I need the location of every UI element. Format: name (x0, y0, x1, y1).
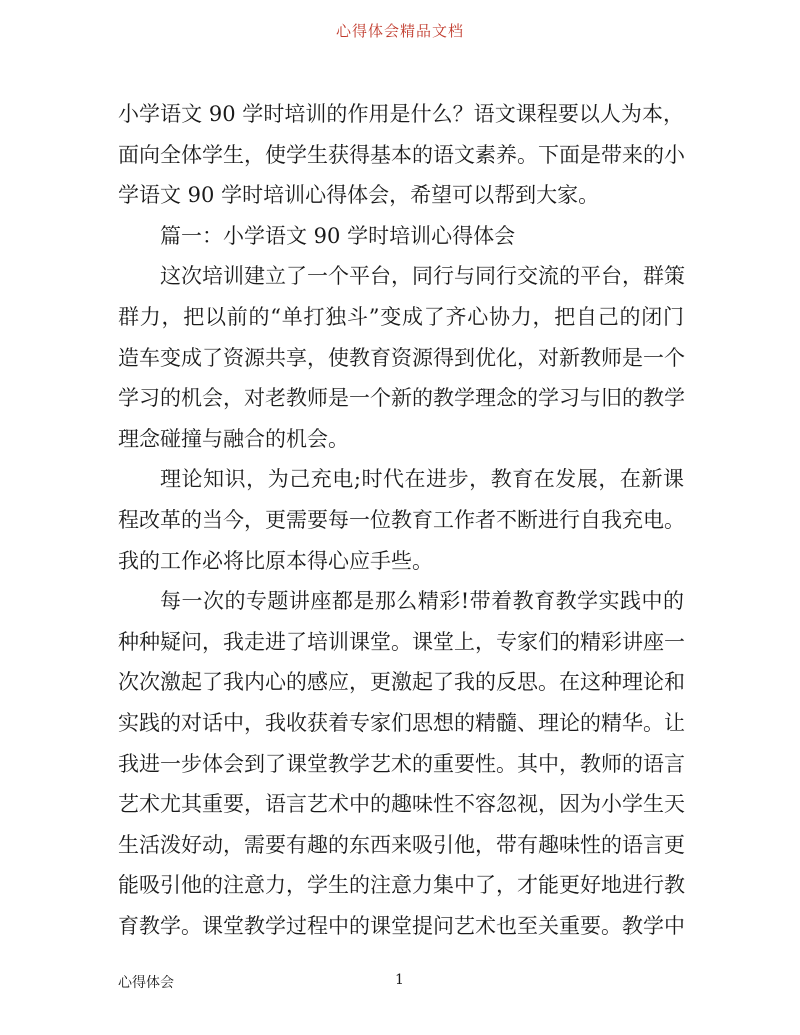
page-number: 1 (395, 972, 404, 988)
text-line: 生活泼好动，需要有趣的东西来吸引他，带有趣味性的语言更 (118, 832, 685, 857)
text-line: 这次培训建立了一个平台，同行与同行交流的平台，群策 (160, 264, 685, 289)
document-body (118, 94, 684, 946)
text-line: 小学语文 90 学时培训的作用是什么？语文课程要以人为本， (118, 102, 684, 126)
text-line: 我进一步体会到了课堂教学艺术的重要性。其中，教师的语言 (118, 751, 685, 776)
text-line: 面向全体学生，使学生获得基本的语文素养。下面是带来的小 (118, 142, 685, 167)
text-line: 程改革的当今，更需要每一位教育工作者不断进行自我充电。 (118, 507, 685, 532)
text-line: 理论知识，为己充电;时代在进步，教育在发展，在新课 (160, 467, 684, 492)
text-line: 艺术尤其重要，语言艺术中的趣味性不容忽视，因为小学生天 (118, 792, 685, 817)
text-line: 育教学。课堂教学过程中的课堂提问艺术也至关重要。教学中 (118, 913, 685, 938)
text-line: 学语文 90 学时培训心得体会，希望可以帮到大家。 (118, 183, 600, 208)
text-line: 种种疑问，我走进了培训课堂。课堂上，专家们的精彩讲座一 (118, 629, 685, 654)
footer-label: 心得体会 (118, 975, 174, 991)
text-line: 我的工作必将比原本得心应手些。 (118, 548, 433, 573)
text-line: 每一次的专题讲座都是那么精彩!带着教育教学实践中的 (160, 589, 684, 614)
text-line: 次次激起了我内心的感应，更激起了我的反思。在这种理论和 (118, 670, 685, 695)
section-heading: 篇一：小学语文 90 学时培训心得体会 (160, 223, 516, 248)
text-line: 实践的对话中，我收获着专家们思想的精髓、理论的精华。让 (118, 710, 685, 735)
text-line: 能吸引他的注意力，学生的注意力集中了，才能更好地进行教 (118, 873, 685, 898)
text-line: 群力，把以前的“单打独斗”变成了齐心协力，把自己的闭门 (118, 304, 684, 329)
text-line: 造车变成了资源共享，使教育资源得到优化，对新教师是一个 (118, 345, 685, 370)
text-line: 学习的机会，对老教师是一个新的教学理念的学习与旧的教学 (118, 386, 685, 411)
text-line: 理念碰撞与融合的机会。 (118, 426, 349, 451)
document-header-title: 心得体会精品文档 (335, 22, 464, 40)
